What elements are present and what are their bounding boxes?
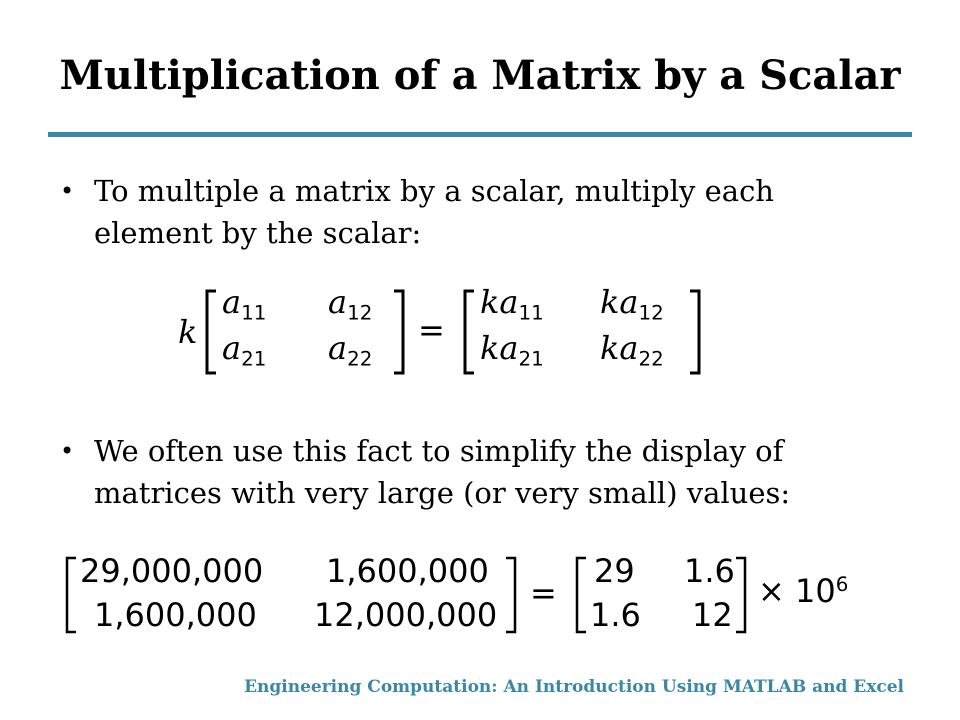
matrix-element: 1,600,000 [94, 596, 257, 634]
power-of-ten [758, 572, 848, 610]
left-bracket-open [64, 556, 78, 634]
bullet-text: To multiple a matrix by a scalar, multiply each element by the scalar: [94, 174, 774, 250]
matrix-element: 29,000,000 [80, 552, 264, 590]
matrix-element: 12 [692, 596, 733, 634]
left-bracket-close [504, 556, 518, 634]
equals-sign: = [530, 574, 557, 612]
matrix-element: $a_{12}$ [328, 283, 373, 325]
matrix-element: 1,600,000 [326, 552, 489, 590]
bullet-icon: • [60, 177, 75, 205]
scalar-multiplication-equation [178, 281, 718, 381]
matrix-element: 12,000,000 [314, 596, 498, 634]
scalar-symbol: k [178, 313, 198, 351]
matrix-element: $ka_{22}$ [600, 329, 664, 371]
right-bracket-close [734, 556, 748, 634]
left-bracket-open [204, 289, 218, 375]
right-bracket-open [574, 556, 588, 634]
right-bracket-close [688, 289, 702, 375]
matrix-element: $a_{21}$ [222, 329, 267, 371]
slide-title: Multiplication of a Matrix by a Scalar [59, 52, 901, 99]
matrix-element: $ka_{21}$ [480, 329, 544, 371]
matrix-element: 1.6 [590, 596, 641, 634]
equals-sign: = [418, 311, 445, 349]
bullet-item [60, 170, 868, 254]
scaled-matrix-equation [60, 552, 900, 642]
times-sign: × [758, 572, 785, 610]
bullet-item [60, 430, 868, 514]
bullet-text: We often use this fact to simplify the display of matrices with very large (or very small) values: [94, 434, 791, 510]
matrix-element: $ka_{12}$ [600, 283, 664, 325]
matrix-element: 29 [594, 552, 635, 590]
bullet-icon: • [60, 437, 75, 465]
matrix-element: 1.6 [684, 552, 735, 590]
footer-text: Engineering Computation: An Introduction Using MATLAB and Excel [244, 677, 904, 697]
matrix-element: $a_{22}$ [328, 329, 373, 371]
right-bracket-open [462, 289, 476, 375]
left-bracket-close [392, 289, 406, 375]
matrix-element: $ka_{11}$ [480, 283, 544, 325]
matrix-element: $a_{11}$ [222, 283, 267, 325]
power-exponent: 6 [835, 573, 849, 597]
title-divider [48, 132, 912, 137]
power-base: 10 [794, 572, 836, 610]
